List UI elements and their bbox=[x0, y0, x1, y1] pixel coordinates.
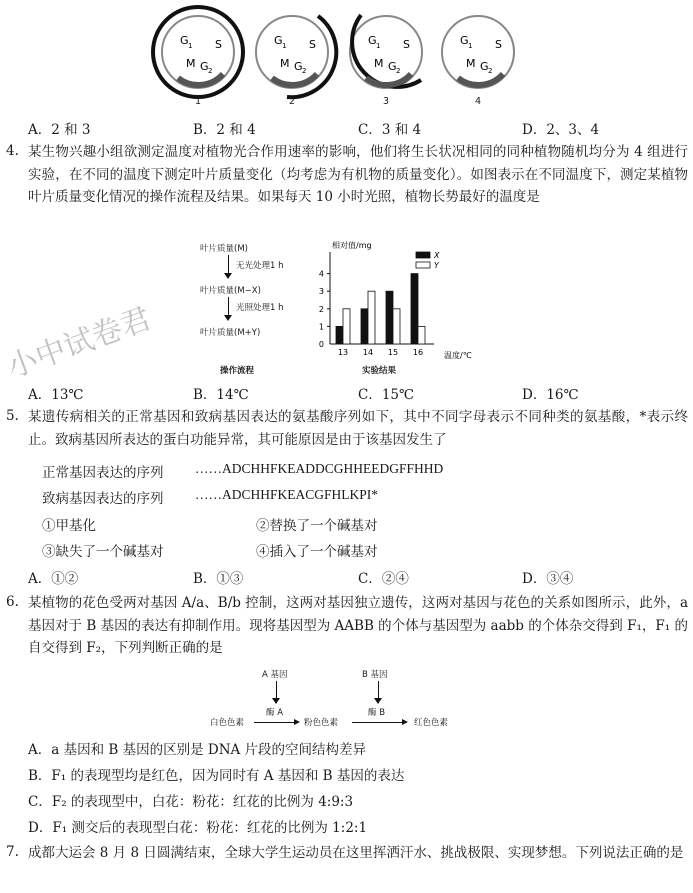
x-tick-label: 16 bbox=[412, 348, 424, 357]
svg-text:G: G bbox=[388, 60, 397, 73]
bar-x-14 bbox=[361, 309, 368, 344]
reaction-arrowhead-2 bbox=[402, 719, 408, 725]
svg-text:G: G bbox=[460, 34, 469, 47]
chart-caption: 实验结果 bbox=[362, 366, 397, 376]
q6-option-b: B．F₁ 的表现型均是红色，因为同时有 A 基因和 B 基因的表达 bbox=[28, 768, 405, 784]
q4-flow-diagram bbox=[200, 242, 320, 382]
q4-option-a: A．13℃ bbox=[28, 387, 84, 403]
svg-text:G: G bbox=[480, 60, 489, 73]
x-tick-label: 14 bbox=[362, 348, 374, 357]
bar-y-16 bbox=[418, 326, 425, 344]
cell-cycle-1 bbox=[153, 7, 243, 97]
bar-x-16 bbox=[411, 274, 418, 344]
flow-arrow-label-2: 光照处理1 h bbox=[236, 303, 284, 313]
reaction-arrow-1 bbox=[254, 722, 296, 723]
cell-cycle-4 bbox=[442, 16, 514, 88]
q6-option-c: C．F₂ 的表现型中，白花：粉花：红花的比例为 4:9:3 bbox=[28, 794, 354, 810]
q5-normal-label: 正常基因表达的序列 bbox=[42, 465, 164, 481]
enzyme-a-label: 酶 A bbox=[266, 708, 284, 718]
q5-normal-sequence: ……ADCHHFKEADDCGHHEEDGFFHHD bbox=[195, 461, 444, 476]
q5-option-b: B．①③ bbox=[193, 571, 244, 587]
gene-b-label: B 基因 bbox=[362, 670, 388, 680]
q7-stem: 成都大运会 8 月 8 日圆满结束，全球大学生运动员在这里挥洒汗水、挑战极限、实现梦想。下列说法正确的是 bbox=[28, 845, 684, 861]
cell-cycle-3 bbox=[350, 15, 422, 88]
q5-mutant-label: 致病基因表达的序列 bbox=[42, 491, 164, 507]
svg-text:M: M bbox=[374, 57, 384, 70]
flow-step-1: 叶片质量(M) bbox=[200, 244, 248, 254]
q4-option-c: C．15℃ bbox=[358, 387, 415, 403]
flow-step-2: 叶片质量(M−X) bbox=[200, 286, 261, 296]
q6-number: 6. bbox=[6, 594, 19, 610]
cell-cycle-caption-2: 2 bbox=[289, 96, 296, 107]
reaction-arrow-2 bbox=[352, 722, 404, 723]
q5-option-c: C．②④ bbox=[358, 571, 409, 587]
svg-text:G: G bbox=[368, 34, 377, 47]
cell-cycle-2 bbox=[256, 16, 336, 97]
flow-arrow-label-1: 无光处理1 h bbox=[236, 261, 284, 271]
cell-cycle-svg bbox=[150, 0, 530, 110]
q4-option-d: D．16℃ bbox=[522, 387, 579, 403]
pink-pigment: 粉色色素 bbox=[304, 718, 339, 728]
q4-chart-svg bbox=[310, 240, 480, 365]
flow-arrowhead-2 bbox=[224, 315, 232, 321]
q4-option-b: B．14℃ bbox=[193, 387, 249, 403]
svg-text:1: 1 bbox=[282, 42, 287, 50]
svg-text:2: 2 bbox=[488, 67, 493, 75]
q5-option-a: A．①② bbox=[28, 571, 79, 587]
y-tick-label: 2 bbox=[318, 304, 324, 314]
svg-text:G: G bbox=[274, 34, 283, 47]
q3-option-b: B．2 和 4 bbox=[193, 122, 256, 138]
y-tick-label: 3 bbox=[318, 287, 324, 297]
flow-caption: 操作流程 bbox=[220, 366, 255, 376]
y-axis-label: 相对值/mg bbox=[332, 241, 372, 250]
cell-cycle-caption-3: 3 bbox=[383, 96, 390, 107]
svg-text:M: M bbox=[186, 57, 196, 70]
bar-y-14 bbox=[368, 291, 375, 344]
gene-b-arrowhead bbox=[374, 698, 382, 704]
svg-text:2: 2 bbox=[396, 67, 401, 75]
q5-item-4: ④插入了一个碱基对 bbox=[256, 544, 378, 560]
bar-y-13 bbox=[343, 309, 350, 344]
svg-text:S: S bbox=[309, 38, 316, 51]
q3-option-c: C．3 和 4 bbox=[358, 122, 422, 138]
enzyme-b-label: 酶 B bbox=[368, 708, 386, 718]
q6-pathway-diagram bbox=[210, 668, 480, 730]
q5-mutant-sequence: ……ADCHHFKEACGFHLKPI* bbox=[195, 487, 379, 502]
cell-cycle-figure bbox=[150, 0, 530, 110]
svg-text:M: M bbox=[280, 57, 290, 70]
gene-a-label: A 基因 bbox=[262, 670, 288, 680]
q5-item-3: ③缺失了一个碱基对 bbox=[42, 544, 164, 560]
svg-text:M: M bbox=[466, 57, 476, 70]
flow-step-3: 叶片质量(M+Y) bbox=[200, 328, 261, 338]
y-tick-label: 1 bbox=[318, 322, 324, 332]
svg-text:S: S bbox=[215, 38, 222, 51]
legend-swatch-x bbox=[416, 252, 430, 258]
x-axis-label: 温度/℃ bbox=[444, 351, 472, 360]
svg-text:1: 1 bbox=[188, 42, 193, 50]
q3-option-a: A．2 和 3 bbox=[28, 122, 91, 138]
flow-arrowhead-1 bbox=[224, 273, 232, 279]
q6-stem: 某植物的花色受两对基因 A/a、B/b 控制，这两对基因独立遗传，这两对基因与花色的关系如图所示，此外，a 基因对于 B 基因的表达有抑制作用。现将基因型为 AABB 的个体与基因型为 aabb 的个体杂交得到 F₁，F₁ 的自交得到 F₂，下列判断正确的是 bbox=[28, 595, 688, 656]
svg-text:2: 2 bbox=[208, 67, 213, 75]
watermark: 小中试卷君 bbox=[2, 301, 156, 386]
svg-text:1: 1 bbox=[468, 42, 473, 50]
bar-y-15 bbox=[393, 309, 400, 344]
svg-text:G: G bbox=[180, 34, 189, 47]
svg-text:G: G bbox=[294, 60, 303, 73]
q5-item-1: ①甲基化 bbox=[42, 518, 96, 534]
gene-a-arrowhead bbox=[272, 698, 280, 704]
red-pigment: 红色色素 bbox=[414, 718, 449, 728]
q6-option-d: D．F₁ 测交后的表现型白花：粉花：红花的比例为 1:2:1 bbox=[28, 820, 368, 836]
q5-number: 5. bbox=[6, 408, 19, 424]
reaction-arrowhead-1 bbox=[294, 719, 300, 725]
cell-cycle-caption-4: 4 bbox=[475, 96, 482, 107]
x-tick-label: 13 bbox=[337, 348, 349, 357]
legend-label-x: X bbox=[434, 251, 440, 260]
q5-option-d: D．③④ bbox=[522, 571, 574, 587]
svg-text:1: 1 bbox=[376, 42, 381, 50]
bar-x-15 bbox=[386, 291, 393, 344]
svg-text:S: S bbox=[495, 38, 502, 51]
legend-swatch-y bbox=[416, 262, 430, 268]
svg-text:2: 2 bbox=[302, 67, 307, 75]
y-tick-label: 4 bbox=[318, 269, 324, 279]
x-tick-label: 15 bbox=[387, 348, 399, 357]
q5-stem: 某遗传病相关的正常基因和致病基因表达的氨基酸序列如下，其中不同字母表示不同种类的氨基酸，*表示终止。致病基因所表达的蛋白功能异常，其可能原因是由于该基因发生了 bbox=[28, 409, 688, 448]
svg-text:G: G bbox=[200, 60, 209, 73]
svg-text:S: S bbox=[403, 38, 410, 51]
q4-chart bbox=[310, 240, 480, 380]
q5-item-2: ②替换了一个碱基对 bbox=[256, 518, 378, 534]
q4-number: 4. bbox=[6, 143, 19, 159]
q7-number: 7. bbox=[6, 844, 19, 860]
y-tick-label-zero: 0 bbox=[318, 340, 324, 349]
q4-stem: 某生物兴趣小组欲测定温度对植物光合作用速率的影响，他们将生长状况相同的同种植物随机均分为 4 组进行实验，在不同的温度下测定叶片质量变化（均考虑为有机物的质量变化）。如图表示在不同温度下，测定某植物叶片质量变化情况的操作流程及结果。如果每天 10 小时光照，植物长势最好的温度是 bbox=[28, 144, 688, 205]
legend-label-y: Y bbox=[434, 261, 439, 270]
q3-option-d: D．2、3、4 bbox=[522, 122, 600, 138]
white-pigment: 白色色素 bbox=[210, 718, 245, 728]
cell-cycle-caption-1: 1 bbox=[195, 96, 202, 107]
q6-option-a: A．a 基因和 B 基因的区别是 DNA 片段的空间结构差异 bbox=[28, 742, 367, 758]
bar-x-13 bbox=[336, 326, 343, 344]
